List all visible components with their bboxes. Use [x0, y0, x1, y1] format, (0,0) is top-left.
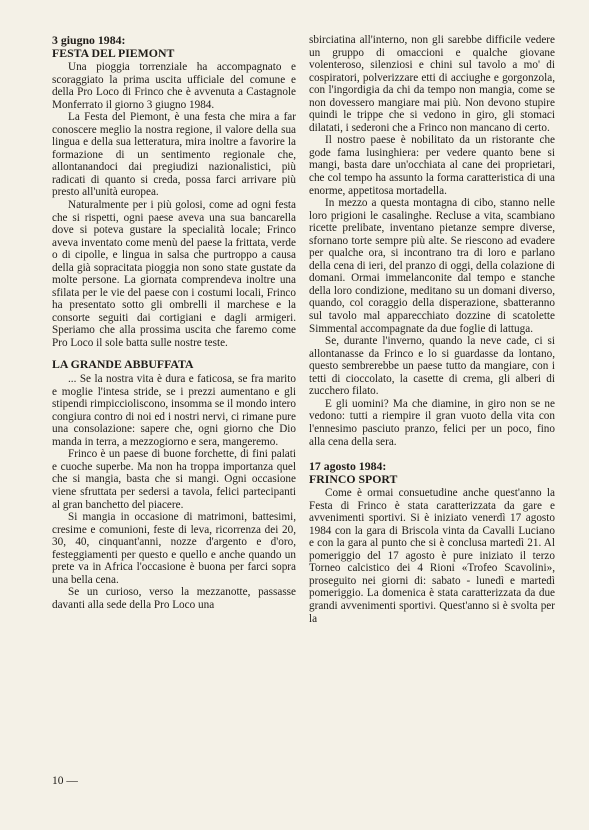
paragraph: Come è ormai consuetudine anche quest'anno la Festa di Frinco è stata caratterizzata da gare e avvenimenti sportivi. Si è iniziato venerdì 17 agosto 1984 con la gara di Briscola vinta da Cavalli Luciano e con la gara al punto che si è conclusa martedì 21. Al pomeriggio del 17 agosto è pure iniziato il terzo Torneo calcistico dei 4 Rioni «Trofeo Scavolini», proseguito nei giorni di: sabato - lunedì e martedì pomeriggio. La domenica è stata caratterizzata da due grandi avvenimenti sportivi. Quest'anno si è svolta per la	[309, 487, 555, 625]
paragraph: Frinco è un paese di buone forchette, di fini palati e cuoche superbe. Ma non ha troppa importanza quel che si mangia, basta che si mangi. Ogni occasione viene sfruttata per sedersi a tavola, felici partecipanti al gran banchetto del piacere.	[52, 448, 296, 511]
section-title-festa-piemont: FESTA DEL PIEMONT	[52, 45, 175, 60]
page-number: 10 —	[52, 775, 78, 787]
paragraph: Una pioggia torrenziale ha accompagnato e scoraggiato la prima uscita ufficiale del comune e della Pro Loco di Frinco che è avvenuta a Castagnole Monferrato il giorno 3 giugno 1984.	[52, 61, 296, 111]
paragraph: In mezzo a questa montagna di cibo, stanno nelle loro prigioni le casalinghe. Recluse a vita, scambiano ricette prelibate, inventano pietanze sempre diverse, sfornano torte sempre più alte. Se riescono ad evadere per qualche ora, si incontrano tra di loro e parlano della cena di ieri, del pranzo di oggi, della colazione di domani. Ormai immelanconite dal tempo e stanche della loro condizione, meditano su un domani diverso, quando, col coraggio della disperazione, sbatteranno sul tavolo mal apparecchiato dozzine di scatolette Simmental accompagnate da due foglie di lattuga.	[309, 197, 555, 335]
section-date-festa-piemont: 3 giugno 1984:	[52, 33, 126, 47]
paragraph: Il nostro paese è nobilitato da un ristorante che gode fama lusinghiera: per vedere quanto bene si mangi, basta dare un'occhiata al cane dei proprietari, che col tempo ha assunto la forma caratteristica di una enorme, appetitosa mortadella.	[309, 134, 555, 197]
paragraph: Se un curioso, verso la mezzanotte, passasse davanti alla sede della Pro Loco una	[52, 586, 296, 611]
paragraph: Se, durante l'inverno, quando la neve cade, ci si allontanasse da Frinco e lo si guardasse da lontano, questo sembrerebbe un paese tutto da mangiare, con i tetti di cioccolato, la casette di crema, gli alberi di zucchero filato.	[309, 335, 555, 398]
paragraph: Naturalmente per i più golosi, come ad ogni festa che si rispetti, ogni paese aveva una sua bancarella dove si poteva gustare la specialità locale; Frinco aveva inventato come menù del paese la frittata, verde o di cipolle, e lingua in salsa che purtroppo a causa della già sopracitata pioggia non sono state gustate da molte persone. La giornata comprendeva inoltre una sfilata per le vie del paese con i costumi locali, Frinco ha presentato sotto gli ombrelli il marchese e la consorte seguiti dai cortigiani e dagli armigeri. Speriamo che alla prossima uscita che faremo come Pro Loco il sole batta sulle nostre teste.	[52, 199, 296, 350]
paragraph: E gli uomini? Ma che diamine, in giro non se ne vedono: tutti a riempire il gran vuoto della vita con l'ennesimo pasciuto pranzo, felici per un poco, fino alla cena della sera.	[309, 397, 555, 448]
section-title-frinco-sport: FRINCO SPORT	[309, 471, 398, 486]
right-column	[309, 34, 555, 625]
paragraph: La Festa del Piemont, è una festa che mira a far conoscere meglio la nostra regione, il valore della sua lingua e della sua letteratura, mira inoltre a favorire la formazione di un sentimento regionale che, allontanandoci dai pregiudizi nazionalistici, più radicati di quanto si creda, possa farci arrivare più presto all'unità europea.	[52, 111, 296, 199]
paragraph: ... Se la nostra vita è dura e faticosa, se fra marito e moglie l'intesa stride, se i prezzi aumentano e gli stipendi rimpiccioliscono, insomma se il mondo intero congiura contro di noi ed i nostri nervi, ci rimane pure una consolazione: sapere che, ogni giorno che Dio manda in terra, a mezzogiorno e sera, mangeremo.	[52, 373, 296, 448]
section-title-grande-abbuffata: LA GRANDE ABBUFFATA	[52, 356, 194, 371]
left-column	[52, 34, 296, 611]
paragraph: Si mangia in occasione di matrimoni, battesimi, cresime e comunioni, feste di leva, ricorrenza dei 20, 30, 40, cinquant'anni, nozze d'argento e d'oro, festeggiamenti per questo e quello e anche quando un prete va in Africa l'occasione è buona per farci sopra una bella cena.	[52, 511, 296, 586]
section-date-frinco-sport: 17 agosto 1984:	[309, 459, 387, 474]
paragraph: sbirciatina all'interno, non gli sarebbe difficile vedere un gruppo di omaccioni e qualche giovane volenteroso, silenziosi e chini sul tavolo a mo' di cospiratori, polverizzare etti di acciughe e gorgonzola, con l'ingordigia da chi da tempo non mangia, come se non dovessero mangiare mai più. Non devono stupire quindi le trippe che si vedono in giro, gli stomaci dilatati, i sederoni che a Frinco non mancano di certo.	[309, 34, 555, 134]
